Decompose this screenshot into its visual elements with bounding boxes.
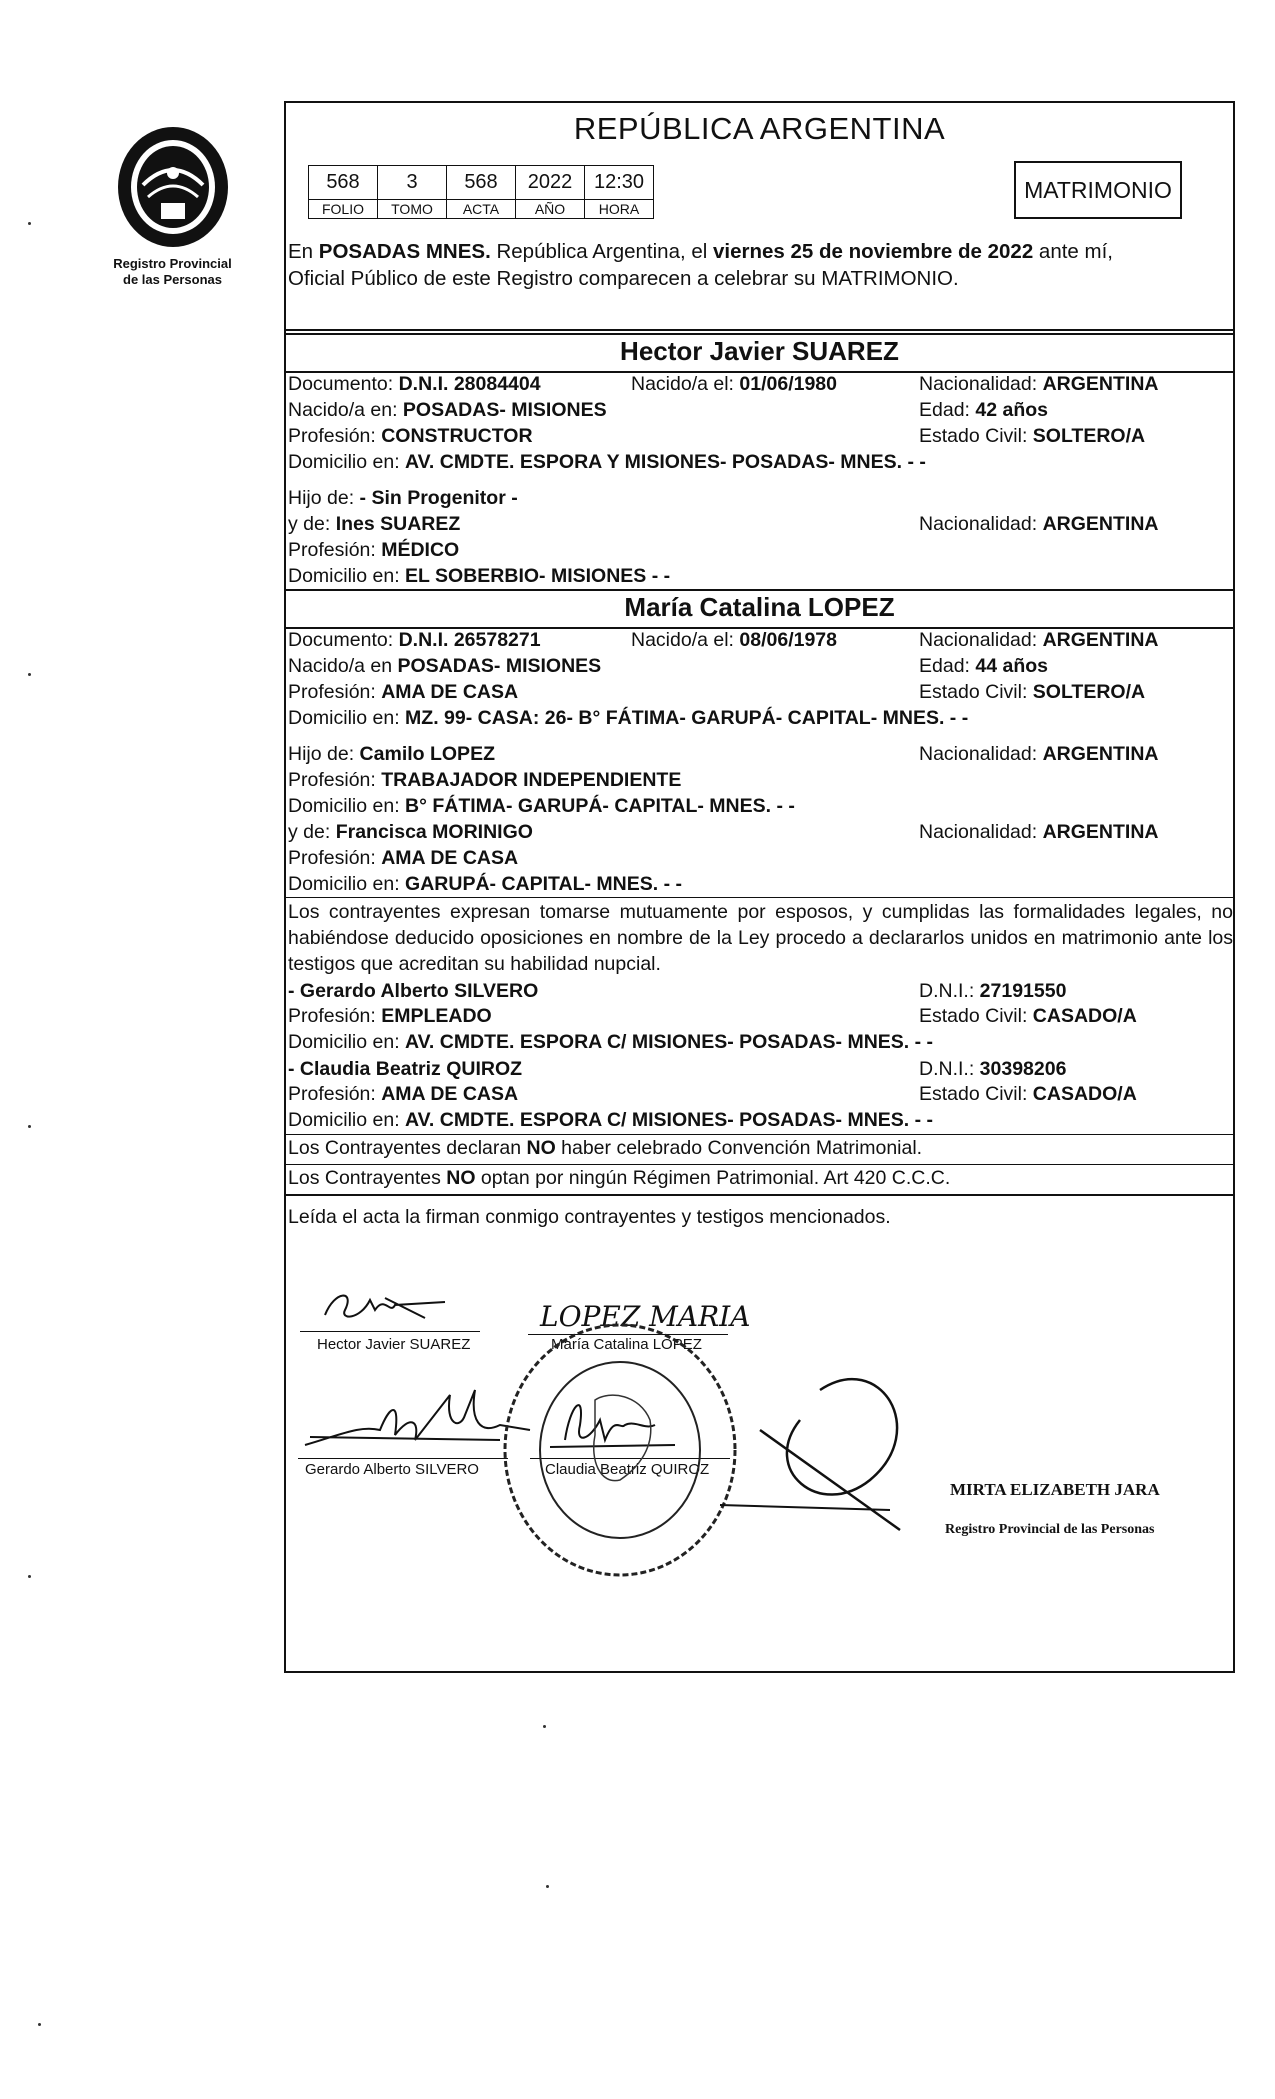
bride-nacionalidad: Nacionalidad: ARGENTINA: [919, 629, 1159, 651]
scan-speck: [546, 1885, 549, 1888]
tomo-label: TOMO: [378, 200, 447, 219]
scan-speck: [28, 222, 31, 225]
anio-label: AÑO: [516, 200, 585, 219]
official-office: Registro Provincial de las Personas: [945, 1522, 1155, 1537]
official-stamp-icon: [420, 1270, 940, 1650]
bride-nacido-el: Nacido/a el: 08/06/1978: [631, 629, 838, 651]
bride-domicilio: Domicilio en: MZ. 99- CASA: 26- B° FÁTIMA- GARUPÁ- CAPITAL- MNES. - -: [288, 707, 969, 729]
record-metadata-table: [308, 165, 654, 219]
intro-place: POSADAS MNES.: [318, 240, 491, 263]
witness1-profesion: Profesión: EMPLEADO: [288, 1005, 492, 1027]
bride-madre-profesion: Profesión: AMA DE CASA: [288, 847, 519, 869]
witness1-dni: D.N.I.: 27191550: [919, 980, 1067, 1002]
groom-domicilio: Domicilio en: AV. CMDTE. ESPORA Y MISIONES- POSADAS- MNES. - -: [288, 451, 926, 473]
bride-documento: Documento: D.N.I. 26578271: [288, 629, 541, 651]
bride-padre-domicilio: Domicilio en: B° FÁTIMA- GARUPÁ- CAPITAL- MNES. - -: [288, 795, 795, 817]
witness1-signature-caption: Gerardo Alberto SILVERO: [305, 1461, 479, 1478]
scan-speck: [28, 1125, 31, 1128]
bride-padre-profesion: Profesión: TRABAJADOR INDEPENDIENTE: [288, 769, 682, 791]
bride-edad: Edad: 44 años: [919, 655, 1049, 677]
bride-madre: y de: Francisca MORINIGO: [288, 821, 533, 843]
document-title: REPÚBLICA ARGENTINA: [573, 111, 946, 146]
divider: [286, 897, 1233, 898]
intro-paragraph: [286, 238, 1237, 292]
bride-name: María Catalina LOPEZ: [624, 592, 895, 622]
groom-madre-domicilio: Domicilio en: EL SOBERBIO- MISIONES - -: [288, 565, 671, 587]
tomo-value: 3: [378, 166, 447, 200]
witness2-signature-caption: Claudia Beatriz QUIROZ: [545, 1461, 710, 1478]
witness1-estado-civil: Estado Civil: CASADO/A: [919, 1005, 1137, 1027]
logo-caption-line1: Registro Provincial: [113, 256, 232, 271]
record-type-box: MATRIMONIO: [1014, 161, 1182, 219]
groom-nacido-en: Nacido/a en: POSADAS- MISIONES: [288, 399, 607, 421]
witness1-name: - Gerardo Alberto SILVERO: [288, 980, 539, 1002]
groom-madre: y de: Ines SUAREZ: [288, 513, 461, 535]
official-name: MIRTA ELIZABETH JARA: [950, 1480, 1160, 1499]
acta-label: ACTA: [447, 200, 516, 219]
scan-speck: [28, 673, 31, 676]
witness1-domicilio: Domicilio en: AV. CMDTE. ESPORA C/ MISIONES- POSADAS- MNES. - -: [288, 1031, 934, 1053]
witness2-domicilio: Domicilio en: AV. CMDTE. ESPORA C/ MISIONES- POSADAS- MNES. - -: [288, 1109, 934, 1131]
convention-line1: Los Contrayentes declaran NO haber celebrado Convención Matrimonial.: [288, 1137, 923, 1159]
groom-estado-civil: Estado Civil: SOLTERO/A: [919, 425, 1146, 447]
witness2-estado-civil: Estado Civil: CASADO/A: [919, 1083, 1137, 1105]
bride-profesion: Profesión: AMA DE CASA: [288, 681, 519, 703]
groom-edad: Edad: 42 años: [919, 399, 1049, 421]
groom-nacionalidad: Nacionalidad: ARGENTINA: [919, 373, 1159, 395]
closing-text: Leída el acta la firman conmigo contrayentes y testigos mencionados.: [288, 1206, 891, 1228]
bride-padre: Hijo de: Camilo LOPEZ: [288, 743, 495, 765]
bride-signature-caption: María Catalina LOPEZ: [551, 1336, 702, 1353]
folio-label: FOLIO: [309, 200, 378, 219]
intro-text-3: ante mí,: [1033, 240, 1113, 263]
groom-profesion: Profesión: CONSTRUCTOR: [288, 425, 533, 447]
divider: [286, 329, 1233, 331]
intro-text-1: En: [288, 240, 319, 263]
divider: [286, 1134, 1233, 1135]
bride-madre-domicilio: Domicilio en: GARUPÁ- CAPITAL- MNES. - -: [288, 873, 682, 895]
divider: [286, 589, 1233, 591]
witness2-name: - Claudia Beatriz QUIROZ: [288, 1058, 523, 1080]
acta-value: 568: [447, 166, 516, 200]
intro-text-line2: Oficial Público de este Registro comparecen a celebrar su MATRIMONIO.: [288, 267, 959, 290]
groom-signature-caption: Hector Javier SUAREZ: [317, 1336, 471, 1353]
bride-padre-nacionalidad: Nacionalidad: ARGENTINA: [919, 743, 1159, 765]
groom-nacido-el: Nacido/a el: 01/06/1980: [631, 373, 838, 395]
groom-documento: Documento: D.N.I. 28084404: [288, 373, 541, 395]
bride-handwritten-signature: LOPEZ MARIA: [540, 1300, 751, 1333]
divider: [286, 1194, 1233, 1196]
divider: [286, 1164, 1233, 1165]
province-seal-icon: [113, 125, 233, 255]
bride-nacido-en: Nacido/a en POSADAS- MISIONES: [288, 655, 602, 677]
folio-value: 568: [309, 166, 378, 200]
groom-padre: Hijo de: - Sin Progenitor -: [288, 487, 518, 509]
divider: [286, 333, 1233, 335]
bride-madre-nacionalidad: Nacionalidad: ARGENTINA: [919, 821, 1159, 843]
anio-value: 2022: [516, 166, 585, 200]
groom-madre-profesion: Profesión: MÉDICO: [288, 539, 460, 561]
witness2-profesion: Profesión: AMA DE CASA: [288, 1083, 519, 1105]
convention-line2: Los Contrayentes NO optan por ningún Régimen Patrimonial. Art 420 C.C.C.: [288, 1167, 951, 1189]
declaration-paragraph: Los contrayentes expresan tomarse mutuamente por esposos, y cumplidas las formalidades legales, no habiéndose deducido oposiciones en nombre de la Ley procedo a declararlos unidos en matrimonio ante los testigos que acreditan su habilidad nupcial.: [288, 901, 1233, 975]
logo-caption-line2: de las Personas: [123, 272, 222, 287]
intro-date: viernes 25 de noviembre de 2022: [713, 240, 1034, 263]
scan-speck: [543, 1725, 546, 1728]
groom-madre-nacionalidad: Nacionalidad: ARGENTINA: [919, 513, 1159, 535]
hora-label: HORA: [585, 200, 654, 219]
registry-logo: [100, 125, 245, 287]
groom-name: Hector Javier SUAREZ: [620, 336, 899, 366]
scan-speck: [28, 1575, 31, 1578]
scan-speck: [38, 2023, 41, 2026]
intro-text-2: República Argentina, el: [490, 240, 714, 263]
hora-value: 12:30: [585, 166, 654, 200]
witness2-dni: D.N.I.: 30398206: [919, 1058, 1067, 1080]
bride-estado-civil: Estado Civil: SOLTERO/A: [919, 681, 1146, 703]
